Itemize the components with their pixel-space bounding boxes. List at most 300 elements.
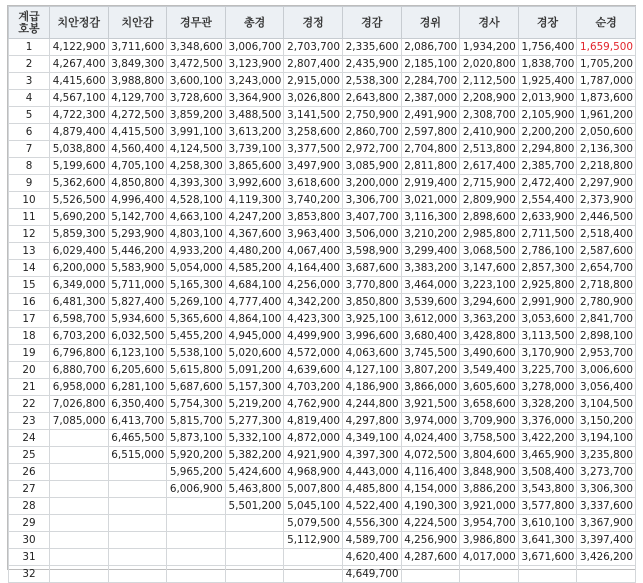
salary-cell: 3,426,200: [577, 549, 636, 566]
salary-cell: 3,123,900: [225, 56, 284, 73]
salary-cell: 3,364,900: [225, 90, 284, 107]
salary-cell: [50, 464, 109, 481]
salary-cell: 5,277,300: [225, 413, 284, 430]
grade-cell: 30: [9, 532, 50, 549]
salary-cell: 5,455,200: [167, 328, 226, 345]
salary-cell: 1,756,400: [518, 39, 577, 56]
salary-cell: 2,786,100: [518, 243, 577, 260]
salary-cell: 3,223,100: [460, 277, 519, 294]
salary-cell: 4,423,300: [284, 311, 343, 328]
grade-cell: 4: [9, 90, 50, 107]
salary-cell: 4,224,500: [401, 515, 460, 532]
salary-cell: 4,397,300: [342, 447, 401, 464]
salary-cell: 3,549,400: [460, 362, 519, 379]
salary-cell: 4,415,600: [50, 73, 109, 90]
salary-cell: 3,348,600: [167, 39, 226, 56]
salary-cell: 2,518,400: [577, 226, 636, 243]
table-row: [9, 447, 636, 464]
salary-cell: 6,032,500: [108, 328, 167, 345]
salary-cell: 4,703,200: [284, 379, 343, 396]
salary-cell: 6,796,800: [50, 345, 109, 362]
salary-cell: 3,804,600: [460, 447, 519, 464]
salary-table-frame: [7, 5, 636, 580]
salary-cell: 3,618,600: [284, 175, 343, 192]
salary-cell: 2,294,800: [518, 141, 577, 158]
column-header: 총경: [225, 7, 284, 39]
salary-cell: 4,186,900: [342, 379, 401, 396]
salary-cell: 3,680,400: [401, 328, 460, 345]
salary-cell: 3,921,000: [460, 498, 519, 515]
salary-cell: 6,205,600: [108, 362, 167, 379]
salary-cell: 5,362,600: [50, 175, 109, 192]
salary-cell: 4,722,300: [50, 107, 109, 124]
column-header: 경정: [284, 7, 343, 39]
salary-cell: 2,587,600: [577, 243, 636, 260]
salary-cell: 3,612,000: [401, 311, 460, 328]
salary-cell: 3,472,500: [167, 56, 226, 73]
salary-cell: 3,194,100: [577, 430, 636, 447]
grade-cell: 12: [9, 226, 50, 243]
salary-cell: [108, 549, 167, 566]
table-row: [9, 124, 636, 141]
salary-cell: 6,481,300: [50, 294, 109, 311]
salary-cell: 2,136,300: [577, 141, 636, 158]
salary-cell: 3,577,800: [518, 498, 577, 515]
salary-cell: 2,385,700: [518, 158, 577, 175]
table-row: [9, 226, 636, 243]
salary-cell: 3,598,900: [342, 243, 401, 260]
salary-cell: [284, 566, 343, 583]
salary-cell: 5,538,100: [167, 345, 226, 362]
salary-cell: 3,210,200: [401, 226, 460, 243]
salary-cell: 2,715,900: [460, 175, 519, 192]
grade-cell: 10: [9, 192, 50, 209]
table-row: [9, 379, 636, 396]
salary-cell: 5,219,200: [225, 396, 284, 413]
salary-cell: 6,349,000: [50, 277, 109, 294]
column-header: 경무관: [167, 7, 226, 39]
salary-cell: 3,085,900: [342, 158, 401, 175]
table-row: [9, 481, 636, 498]
table-row: [9, 175, 636, 192]
table-row: [9, 158, 636, 175]
salary-cell: 2,373,900: [577, 192, 636, 209]
salary-cell: 3,299,400: [401, 243, 460, 260]
salary-cell: 4,864,100: [225, 311, 284, 328]
grade-cell: 11: [9, 209, 50, 226]
salary-cell: 5,293,900: [108, 226, 167, 243]
salary-cell: 3,506,000: [342, 226, 401, 243]
salary-cell: [50, 481, 109, 498]
salary-cell: 6,465,500: [108, 430, 167, 447]
salary-cell: 5,332,100: [225, 430, 284, 447]
salary-cell: [50, 447, 109, 464]
salary-cell: 4,803,100: [167, 226, 226, 243]
salary-cell: [108, 464, 167, 481]
salary-cell: 3,428,800: [460, 328, 519, 345]
grade-cell: 28: [9, 498, 50, 515]
salary-cell: 4,164,400: [284, 260, 343, 277]
salary-cell: 5,054,000: [167, 260, 226, 277]
salary-cell: 3,770,800: [342, 277, 401, 294]
corner-header-label: 계급 호봉: [18, 9, 40, 35]
salary-cell: [225, 549, 284, 566]
salary-cell: 2,750,900: [342, 107, 401, 124]
salary-cell: 6,006,900: [167, 481, 226, 498]
salary-cell: 3,021,000: [401, 192, 460, 209]
grade-cell: 19: [9, 345, 50, 362]
salary-cell: 6,281,100: [108, 379, 167, 396]
salary-cell: 3,068,500: [460, 243, 519, 260]
salary-cell: 5,920,200: [167, 447, 226, 464]
salary-cell: 5,007,800: [284, 481, 343, 498]
salary-cell: 6,958,000: [50, 379, 109, 396]
salary-cell: 3,671,600: [518, 549, 577, 566]
salary-cell: [284, 549, 343, 566]
salary-cell: 4,968,900: [284, 464, 343, 481]
salary-cell: 4,921,900: [284, 447, 343, 464]
salary-cell: 4,119,300: [225, 192, 284, 209]
salary-cell: 3,170,900: [518, 345, 577, 362]
table-row: [9, 107, 636, 124]
salary-cell: 4,777,400: [225, 294, 284, 311]
salary-cell: 3,543,800: [518, 481, 577, 498]
salary-cell: [225, 532, 284, 549]
table-row: [9, 396, 636, 413]
salary-cell: 3,235,800: [577, 447, 636, 464]
grade-cell: 17: [9, 311, 50, 328]
salary-cell: 2,185,100: [401, 56, 460, 73]
salary-cell: 5,199,600: [50, 158, 109, 175]
salary-cell: 5,690,200: [50, 209, 109, 226]
salary-cell: 3,306,700: [342, 192, 401, 209]
table-body: [9, 39, 636, 583]
grade-cell: 25: [9, 447, 50, 464]
salary-cell: 1,659,500: [577, 39, 636, 56]
salary-cell: 4,933,200: [167, 243, 226, 260]
column-header: 경장: [518, 7, 577, 39]
salary-cell: 2,513,800: [460, 141, 519, 158]
salary-cell: 4,154,000: [401, 481, 460, 498]
table-row: [9, 243, 636, 260]
salary-cell: 5,873,100: [167, 430, 226, 447]
salary-cell: 5,615,800: [167, 362, 226, 379]
grade-cell: 15: [9, 277, 50, 294]
grade-cell: 26: [9, 464, 50, 481]
salary-cell: 2,807,400: [284, 56, 343, 73]
salary-cell: 4,649,700: [342, 566, 401, 583]
salary-cell: [50, 532, 109, 549]
table-row: [9, 549, 636, 566]
table-header: [9, 7, 636, 39]
salary-cell: 3,925,100: [342, 311, 401, 328]
salary-table: [8, 6, 636, 583]
salary-cell: 3,996,600: [342, 328, 401, 345]
salary-cell: 3,053,600: [518, 311, 577, 328]
salary-cell: 5,446,200: [108, 243, 167, 260]
salary-cell: 3,376,000: [518, 413, 577, 430]
table-row: [9, 362, 636, 379]
salary-cell: 3,113,500: [518, 328, 577, 345]
salary-cell: 2,554,400: [518, 192, 577, 209]
salary-cell: 2,991,900: [518, 294, 577, 311]
salary-cell: 6,350,400: [108, 396, 167, 413]
salary-cell: 4,190,300: [401, 498, 460, 515]
salary-cell: 2,643,800: [342, 90, 401, 107]
salary-cell: 6,029,400: [50, 243, 109, 260]
salary-cell: 3,104,500: [577, 396, 636, 413]
salary-cell: 4,499,900: [284, 328, 343, 345]
salary-cell: 2,335,600: [342, 39, 401, 56]
salary-cell: 3,026,800: [284, 90, 343, 107]
salary-cell: [518, 566, 577, 583]
salary-cell: 3,739,100: [225, 141, 284, 158]
salary-cell: 4,762,900: [284, 396, 343, 413]
salary-cell: 4,620,400: [342, 549, 401, 566]
salary-cell: 3,147,600: [460, 260, 519, 277]
salary-cell: 5,934,600: [108, 311, 167, 328]
salary-cell: 5,583,900: [108, 260, 167, 277]
salary-cell: 2,308,700: [460, 107, 519, 124]
salary-cell: 3,200,000: [342, 175, 401, 192]
salary-cell: 2,200,200: [518, 124, 577, 141]
salary-cell: [108, 532, 167, 549]
salary-cell: [108, 498, 167, 515]
table-row: [9, 192, 636, 209]
salary-cell: 5,142,700: [108, 209, 167, 226]
table-row: [9, 328, 636, 345]
salary-cell: 3,886,200: [460, 481, 519, 498]
grade-cell: 29: [9, 515, 50, 532]
salary-cell: 4,256,000: [284, 277, 343, 294]
salary-cell: 4,850,800: [108, 175, 167, 192]
salary-cell: 3,745,500: [401, 345, 460, 362]
salary-cell: 2,953,700: [577, 345, 636, 362]
column-header: 치안정감: [50, 7, 109, 39]
salary-cell: 5,091,200: [225, 362, 284, 379]
salary-cell: 2,387,000: [401, 90, 460, 107]
salary-cell: 4,560,400: [108, 141, 167, 158]
grade-cell: 32: [9, 566, 50, 583]
salary-cell: 4,945,000: [225, 328, 284, 345]
salary-cell: 3,306,300: [577, 481, 636, 498]
salary-cell: 5,424,600: [225, 464, 284, 481]
salary-cell: 3,508,400: [518, 464, 577, 481]
salary-cell: 2,654,700: [577, 260, 636, 277]
salary-cell: 2,284,700: [401, 73, 460, 90]
salary-cell: 5,501,200: [225, 498, 284, 515]
grade-cell: 21: [9, 379, 50, 396]
salary-cell: 4,572,000: [284, 345, 343, 362]
column-header: 치안감: [108, 7, 167, 39]
salary-cell: 2,020,800: [460, 56, 519, 73]
salary-cell: 5,045,100: [284, 498, 343, 515]
grade-cell: 27: [9, 481, 50, 498]
salary-cell: 5,711,000: [108, 277, 167, 294]
salary-cell: 4,349,100: [342, 430, 401, 447]
salary-cell: 3,539,600: [401, 294, 460, 311]
salary-cell: 6,123,100: [108, 345, 167, 362]
salary-cell: 4,585,200: [225, 260, 284, 277]
salary-cell: 2,472,400: [518, 175, 577, 192]
salary-cell: 3,397,400: [577, 532, 636, 549]
salary-cell: 4,443,000: [342, 464, 401, 481]
salary-cell: 3,613,200: [225, 124, 284, 141]
salary-cell: [167, 566, 226, 583]
salary-cell: 3,367,900: [577, 515, 636, 532]
salary-cell: 5,112,900: [284, 532, 343, 549]
salary-cell: 2,633,900: [518, 209, 577, 226]
salary-cell: 4,342,200: [284, 294, 343, 311]
salary-cell: 3,006,700: [225, 39, 284, 56]
salary-cell: 3,328,200: [518, 396, 577, 413]
salary-cell: 4,415,500: [108, 124, 167, 141]
salary-cell: 4,024,400: [401, 430, 460, 447]
salary-cell: 2,218,800: [577, 158, 636, 175]
salary-cell: 6,880,700: [50, 362, 109, 379]
salary-cell: 4,367,600: [225, 226, 284, 243]
salary-cell: 3,986,800: [460, 532, 519, 549]
salary-cell: 4,879,400: [50, 124, 109, 141]
salary-cell: 2,972,700: [342, 141, 401, 158]
salary-cell: 1,838,700: [518, 56, 577, 73]
table-row: [9, 464, 636, 481]
salary-cell: 3,740,200: [284, 192, 343, 209]
salary-cell: 2,809,900: [460, 192, 519, 209]
salary-cell: 2,491,900: [401, 107, 460, 124]
salary-cell: 3,273,700: [577, 464, 636, 481]
grade-cell: 8: [9, 158, 50, 175]
salary-cell: 3,709,900: [460, 413, 519, 430]
grade-cell: 2: [9, 56, 50, 73]
salary-cell: [167, 515, 226, 532]
grade-cell: 22: [9, 396, 50, 413]
salary-cell: 7,026,800: [50, 396, 109, 413]
salary-cell: 2,112,500: [460, 73, 519, 90]
salary-cell: 4,663,100: [167, 209, 226, 226]
salary-cell: 2,780,900: [577, 294, 636, 311]
table-row: [9, 532, 636, 549]
salary-cell: 2,919,400: [401, 175, 460, 192]
salary-cell: 3,465,900: [518, 447, 577, 464]
salary-cell: 4,684,100: [225, 277, 284, 294]
salary-cell: 5,687,600: [167, 379, 226, 396]
table-row: [9, 277, 636, 294]
salary-cell: 3,963,400: [284, 226, 343, 243]
salary-cell: 2,597,800: [401, 124, 460, 141]
salary-cell: 5,526,500: [50, 192, 109, 209]
salary-cell: 1,961,200: [577, 107, 636, 124]
salary-cell: 3,687,600: [342, 260, 401, 277]
salary-cell: 5,079,500: [284, 515, 343, 532]
salary-cell: [108, 566, 167, 583]
table-row: [9, 430, 636, 447]
salary-cell: 3,258,600: [284, 124, 343, 141]
salary-cell: 3,859,200: [167, 107, 226, 124]
salary-cell: [577, 566, 636, 583]
salary-cell: 4,017,000: [460, 549, 519, 566]
salary-cell: 4,872,000: [284, 430, 343, 447]
table-row: [9, 209, 636, 226]
salary-cell: [167, 549, 226, 566]
salary-cell: 2,086,700: [401, 39, 460, 56]
salary-cell: 2,703,700: [284, 39, 343, 56]
salary-cell: 4,480,200: [225, 243, 284, 260]
salary-cell: 4,072,500: [401, 447, 460, 464]
salary-cell: 3,056,400: [577, 379, 636, 396]
salary-cell: 5,020,600: [225, 345, 284, 362]
salary-cell: [50, 549, 109, 566]
salary-cell: 4,258,300: [167, 158, 226, 175]
salary-cell: 5,269,100: [167, 294, 226, 311]
salary-cell: 6,703,200: [50, 328, 109, 345]
salary-cell: 4,247,200: [225, 209, 284, 226]
salary-cell: 4,124,500: [167, 141, 226, 158]
salary-cell: 5,859,300: [50, 226, 109, 243]
salary-cell: [225, 515, 284, 532]
salary-cell: 4,819,400: [284, 413, 343, 430]
salary-cell: 3,243,000: [225, 73, 284, 90]
salary-cell: 3,116,300: [401, 209, 460, 226]
grade-cell: 18: [9, 328, 50, 345]
salary-cell: 3,464,000: [401, 277, 460, 294]
salary-cell: 2,208,900: [460, 90, 519, 107]
salary-cell: 2,050,600: [577, 124, 636, 141]
table-row: [9, 260, 636, 277]
salary-cell: 3,383,200: [401, 260, 460, 277]
salary-cell: 2,857,300: [518, 260, 577, 277]
grade-cell: 31: [9, 549, 50, 566]
grade-cell: 7: [9, 141, 50, 158]
salary-cell: 3,150,200: [577, 413, 636, 430]
salary-cell: 2,718,800: [577, 277, 636, 294]
salary-cell: 3,988,800: [108, 73, 167, 90]
salary-cell: 3,866,000: [401, 379, 460, 396]
salary-cell: 1,873,600: [577, 90, 636, 107]
salary-cell: 3,490,600: [460, 345, 519, 362]
salary-cell: 4,485,800: [342, 481, 401, 498]
table-row: [9, 345, 636, 362]
salary-cell: 5,754,300: [167, 396, 226, 413]
salary-cell: 3,853,800: [284, 209, 343, 226]
salary-cell: 3,225,700: [518, 362, 577, 379]
salary-cell: 3,294,600: [460, 294, 519, 311]
salary-cell: 4,244,800: [342, 396, 401, 413]
salary-cell: 4,256,900: [401, 532, 460, 549]
salary-cell: 1,934,200: [460, 39, 519, 56]
table-row: [9, 141, 636, 158]
salary-cell: 4,639,600: [284, 362, 343, 379]
salary-cell: 5,463,800: [225, 481, 284, 498]
salary-cell: [167, 498, 226, 515]
salary-cell: 3,337,600: [577, 498, 636, 515]
salary-cell: 3,865,600: [225, 158, 284, 175]
salary-cell: [50, 430, 109, 447]
salary-cell: 5,157,300: [225, 379, 284, 396]
table-row: [9, 56, 636, 73]
table-row: [9, 73, 636, 90]
salary-cell: 3,758,500: [460, 430, 519, 447]
salary-cell: [225, 566, 284, 583]
salary-cell: 2,105,900: [518, 107, 577, 124]
salary-cell: 2,898,600: [460, 209, 519, 226]
salary-cell: 4,522,400: [342, 498, 401, 515]
salary-cell: [167, 532, 226, 549]
salary-cell: 2,915,000: [284, 73, 343, 90]
salary-cell: 2,898,100: [577, 328, 636, 345]
salary-cell: 7,085,000: [50, 413, 109, 430]
salary-cell: 3,991,100: [167, 124, 226, 141]
